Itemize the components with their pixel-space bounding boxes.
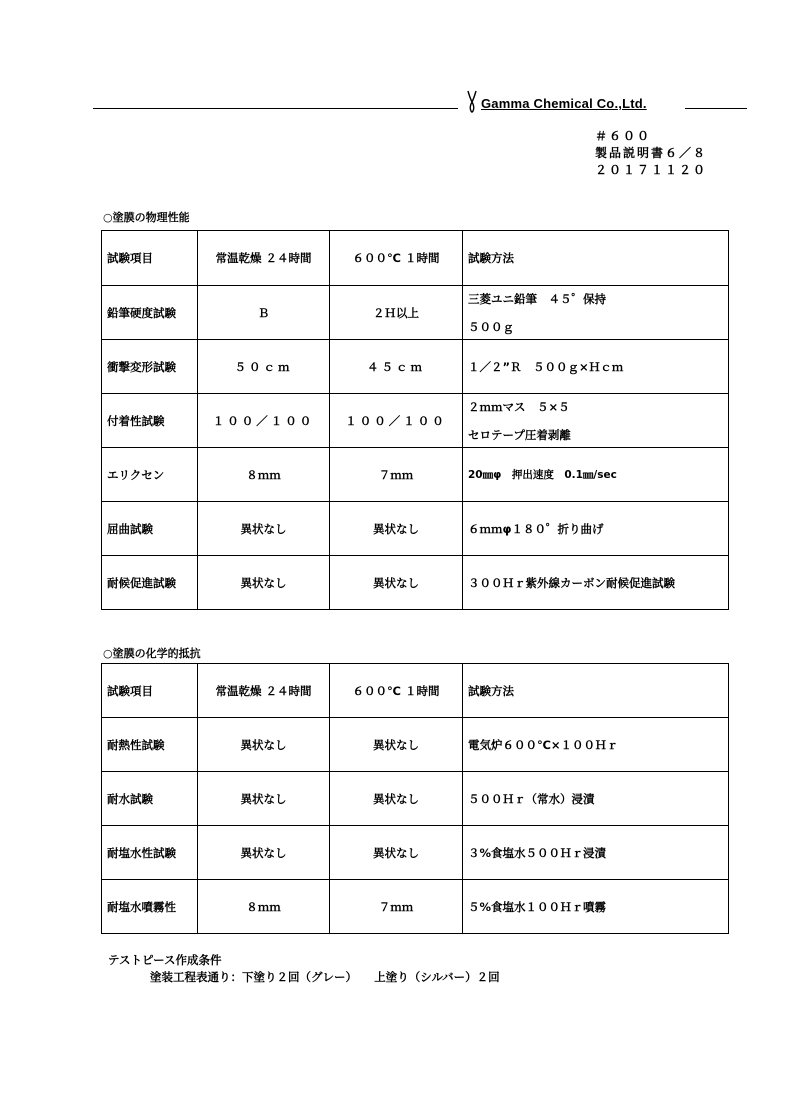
row-item: エリクセン	[102, 448, 198, 502]
row-item: 耐候促進試験	[102, 556, 198, 610]
row-heat: ２Ｈ以上	[330, 286, 463, 340]
row-dry: 異状なし	[198, 826, 330, 880]
header-method: 試験方法	[463, 231, 729, 286]
row-item: 付着性試験	[102, 394, 198, 448]
row-method	[463, 394, 729, 448]
row-heat: 異状なし	[330, 826, 463, 880]
row-method: ３００Ｈｒ紫外線カーボン耐候促進試験	[463, 556, 729, 610]
table-header-row	[102, 664, 729, 718]
table-row	[102, 718, 729, 772]
row-method: １／２”Ｒ ５００ｇ×Ｈｃｍ	[463, 340, 729, 394]
row-item: 耐水試験	[102, 772, 198, 826]
method-line-1: 三菱ユニ鉛筆 ４５゜保持	[468, 291, 606, 306]
table-row	[102, 448, 729, 502]
row-dry: ８ｍｍ	[198, 880, 330, 934]
row-heat: １００／１００	[330, 394, 463, 448]
row-dry: １００／１００	[198, 394, 330, 448]
row-method: 電気炉６００℃×１００Ｈｒ	[463, 718, 729, 772]
row-dry: 異状なし	[198, 556, 330, 610]
physical-section-title: ○塗膜の物理性能	[103, 211, 190, 224]
row-item: 鉛筆硬度試験	[102, 286, 198, 340]
header-method: 試験方法	[463, 664, 729, 718]
row-method: ５００Ｈｒ（常水）浸漬	[463, 772, 729, 826]
header-heat: ６００℃ １時間	[330, 231, 463, 286]
row-item: 耐熱性試験	[102, 718, 198, 772]
header-heat: ６００℃ １時間	[330, 664, 463, 718]
table-row	[102, 772, 729, 826]
physical-table	[101, 230, 729, 610]
method-line-2: セロテープ圧着剥離	[468, 427, 571, 442]
row-method	[463, 286, 729, 340]
method-line-1: ２ｍｍマス ５×５	[468, 399, 570, 414]
table-row	[102, 826, 729, 880]
doc-page: 製品説明書６／８	[595, 146, 708, 160]
row-dry: 異状なし	[198, 718, 330, 772]
row-heat: ７ｍｍ	[330, 448, 463, 502]
row-heat: 異状なし	[330, 718, 463, 772]
chemical-table	[101, 663, 729, 934]
row-item: 屈曲試験	[102, 502, 198, 556]
table-row	[102, 394, 729, 448]
row-item: 衝撃変形試験	[102, 340, 198, 394]
header-dry: 常温乾燥 ２４時間	[198, 664, 330, 718]
table-row	[102, 556, 729, 610]
row-heat: ７ｍｍ	[330, 880, 463, 934]
row-item: 耐塩水噴霧性	[102, 880, 198, 934]
row-heat: 異状なし	[330, 556, 463, 610]
table-row	[102, 340, 729, 394]
table-row	[102, 502, 729, 556]
gamma-logo-icon	[466, 88, 478, 114]
company-logo	[466, 84, 647, 114]
row-dry: 異状なし	[198, 772, 330, 826]
table-row	[102, 286, 729, 340]
row-heat: 異状なし	[330, 502, 463, 556]
row-heat: ４５ｃｍ	[330, 340, 463, 394]
header-item: 試験項目	[102, 664, 198, 718]
row-method: 20㎜φ 押出速度 0.1㎜/sec	[463, 448, 729, 502]
header-rule-right	[685, 108, 747, 109]
row-dry: ８ｍｍ	[198, 448, 330, 502]
method-line-2: ５００ｇ	[468, 319, 514, 334]
row-method: ６ｍｍφ１８０゜折り曲げ	[463, 502, 729, 556]
row-heat: 異状なし	[330, 772, 463, 826]
table-header-row	[102, 231, 729, 286]
doc-date: ２０１７１１２０	[595, 163, 708, 177]
row-method: ３%食塩水５００Ｈｒ浸漬	[463, 826, 729, 880]
header-item: 試験項目	[102, 231, 198, 286]
company-name: Gamma Chemical Co.,Ltd.	[481, 96, 647, 111]
row-method: ５%食塩水１００Ｈｒ噴霧	[463, 880, 729, 934]
row-dry: 異状なし	[198, 502, 330, 556]
document-meta	[595, 128, 707, 179]
row-item: 耐塩水性試験	[102, 826, 198, 880]
header-dry: 常温乾燥 ２４時間	[198, 231, 330, 286]
product-number: ＃６００	[595, 129, 652, 143]
header-rule-left	[93, 108, 458, 109]
row-dry: Ｂ	[198, 286, 330, 340]
row-dry: ５０ｃｍ	[198, 340, 330, 394]
notes-title: テストピース作成条件	[108, 953, 222, 967]
table-row	[102, 880, 729, 934]
notes-line: 塗装工程表通り：下塗り２回（グレー） 上塗り（シルバー）２回	[150, 970, 500, 984]
chemical-section-title: ○塗膜の化学的抵抗	[103, 647, 201, 660]
